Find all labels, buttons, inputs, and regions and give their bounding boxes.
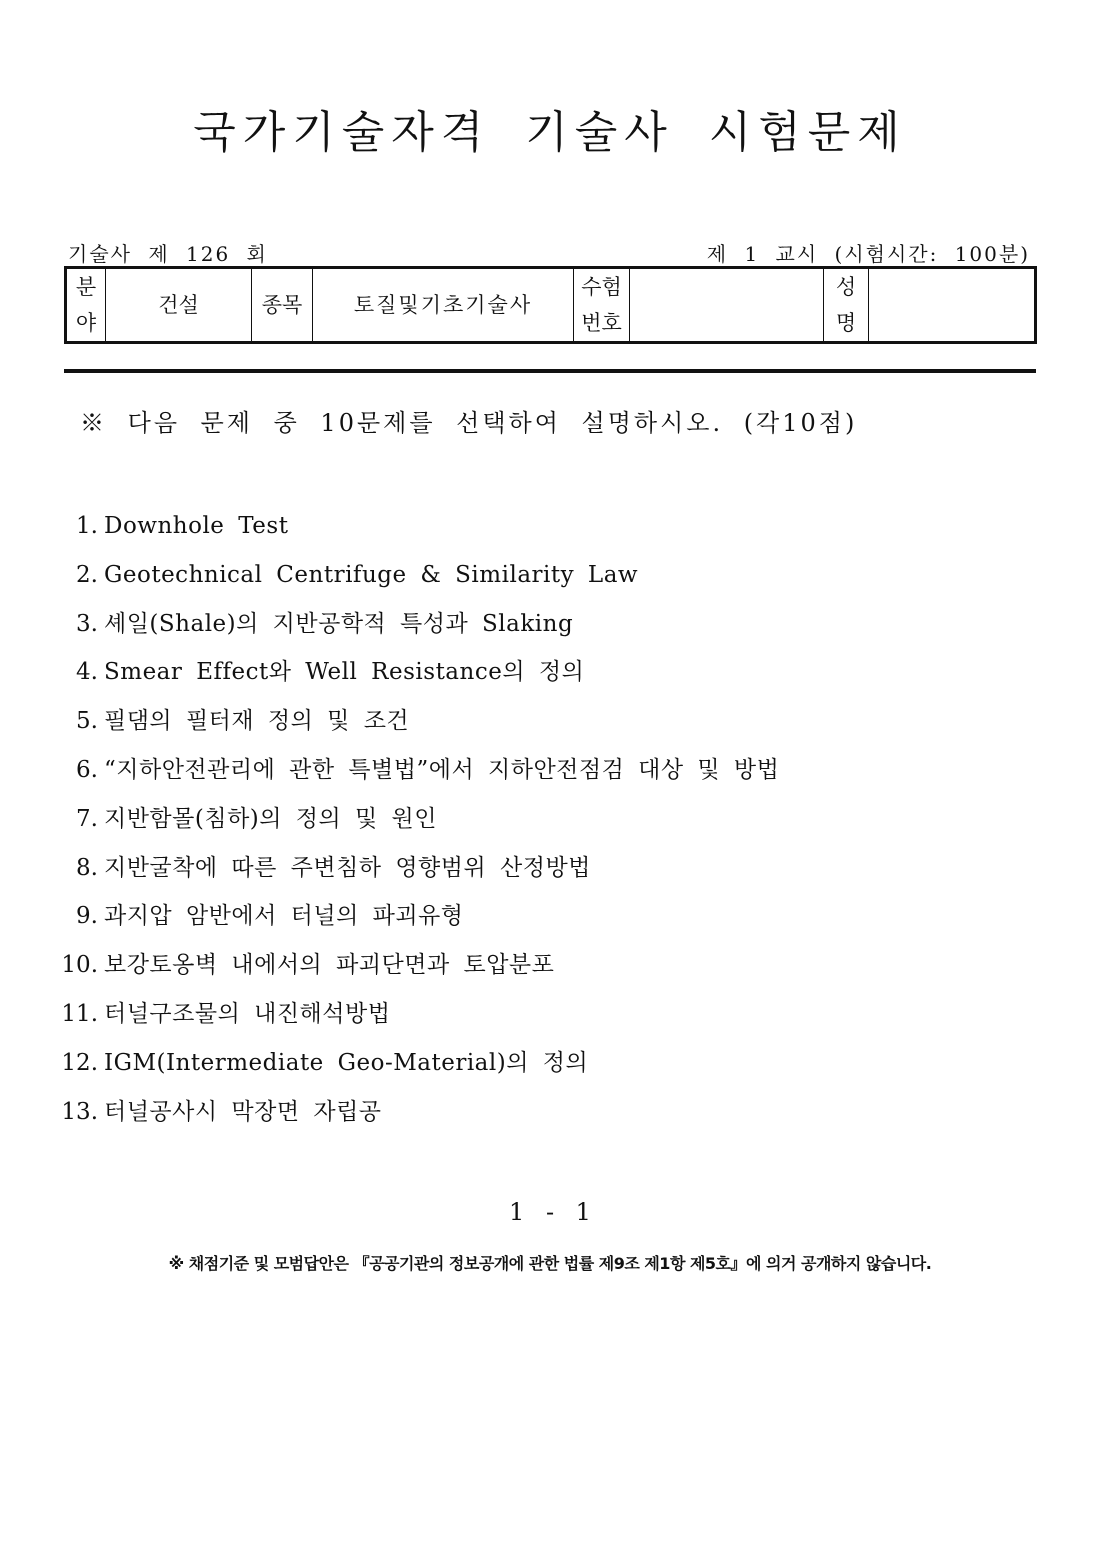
question-text: 필댐의 필터재 정의 및 조건 — [104, 708, 410, 735]
list-item — [60, 705, 779, 754]
field-value: 건설 — [106, 268, 252, 343]
question-number: 10. — [61, 952, 98, 979]
list-item — [60, 656, 779, 705]
question-number: 7. — [76, 805, 98, 832]
question-number: 11. — [61, 1000, 98, 1027]
exam-number-label — [574, 268, 630, 343]
question-text: “지하안전관리에 관한 특별법”에서 지하안전점검 대상 및 방법 — [104, 756, 780, 783]
question-number: 12. — [61, 1049, 98, 1076]
list-item — [60, 900, 779, 949]
question-text: 보강토옹벽 내에서의 파괴단면과 토압분포 — [104, 952, 555, 979]
question-number: 9. — [76, 903, 98, 930]
grading-notice: ※ 채점기준 및 모범답안은 『공공기관의 정보공개에 관한 법률 제9조 제1항 제5호』에 의거 공개하지 않습니다. — [168, 1254, 932, 1273]
list-item — [60, 852, 779, 901]
page-title: 국가기술자격 기술사 시험문제 — [193, 107, 907, 158]
exam-round: 기술사 제 126 회 — [68, 242, 268, 266]
name-label — [824, 268, 869, 343]
question-text: Smear Effect와 Well Resistance의 정의 — [104, 659, 585, 686]
list-item — [60, 998, 779, 1047]
list-item — [60, 559, 779, 608]
question-number: 13. — [61, 1098, 98, 1125]
question-text: IGM(Intermediate Geo-Material)의 정의 — [104, 1049, 589, 1076]
question-text: Downhole Test — [104, 513, 289, 539]
category-value: 토질및기초기술사 — [313, 268, 574, 343]
list-item — [60, 949, 779, 998]
field-label-line-1: 분 — [75, 275, 97, 299]
question-text: 터널구조물의 내진해석방법 — [104, 1000, 391, 1027]
list-item — [60, 510, 779, 559]
exam-number-label-line-1: 수험 — [581, 275, 622, 299]
question-text: 터널공사시 막장면 자립공 — [104, 1098, 382, 1125]
list-item — [60, 608, 779, 657]
question-text: Geotechnical Centrifuge & Similarity Law — [104, 561, 639, 588]
name-label-line-1: 성 — [835, 275, 857, 299]
exam-number-field[interactable] — [630, 268, 824, 343]
question-number: 5. — [76, 708, 98, 735]
question-number: 6. — [76, 756, 98, 783]
list-item — [60, 803, 779, 852]
page-number: 1 - 1 — [509, 1198, 591, 1226]
field-label — [66, 268, 106, 343]
list-item — [60, 1096, 779, 1145]
question-number: 4. — [76, 659, 98, 686]
category-label: 종목 — [252, 268, 313, 343]
question-text: 지반함몰(침하)의 정의 및 원인 — [104, 805, 437, 832]
exam-info-table — [64, 266, 1037, 344]
exam-session: 제 1 교시 (시험시간: 100분) — [706, 242, 1030, 266]
question-text: 과지압 암반에서 터널의 파괴유형 — [104, 903, 464, 930]
question-number: 1. — [76, 513, 98, 539]
question-number: 8. — [76, 854, 98, 881]
question-list — [60, 510, 779, 1144]
question-text: 지반굴착에 따른 주변침하 영향범위 산정방법 — [104, 854, 591, 881]
question-number: 2. — [76, 561, 98, 588]
question-number: 3. — [76, 610, 98, 637]
instruction-text: ※ 다음 문제 중 10문제를 선택하여 설명하시오. (각10점) — [80, 409, 858, 437]
name-field[interactable] — [869, 268, 1036, 343]
name-label-line-2: 명 — [835, 311, 857, 335]
list-item — [60, 1047, 779, 1096]
exam-number-label-line-2: 번호 — [581, 311, 622, 335]
header-divider — [64, 369, 1036, 373]
field-label-line-2: 야 — [75, 311, 97, 335]
question-text: 셰일(Shale)의 지반공학적 특성과 Slaking — [104, 610, 574, 637]
list-item — [60, 754, 779, 803]
